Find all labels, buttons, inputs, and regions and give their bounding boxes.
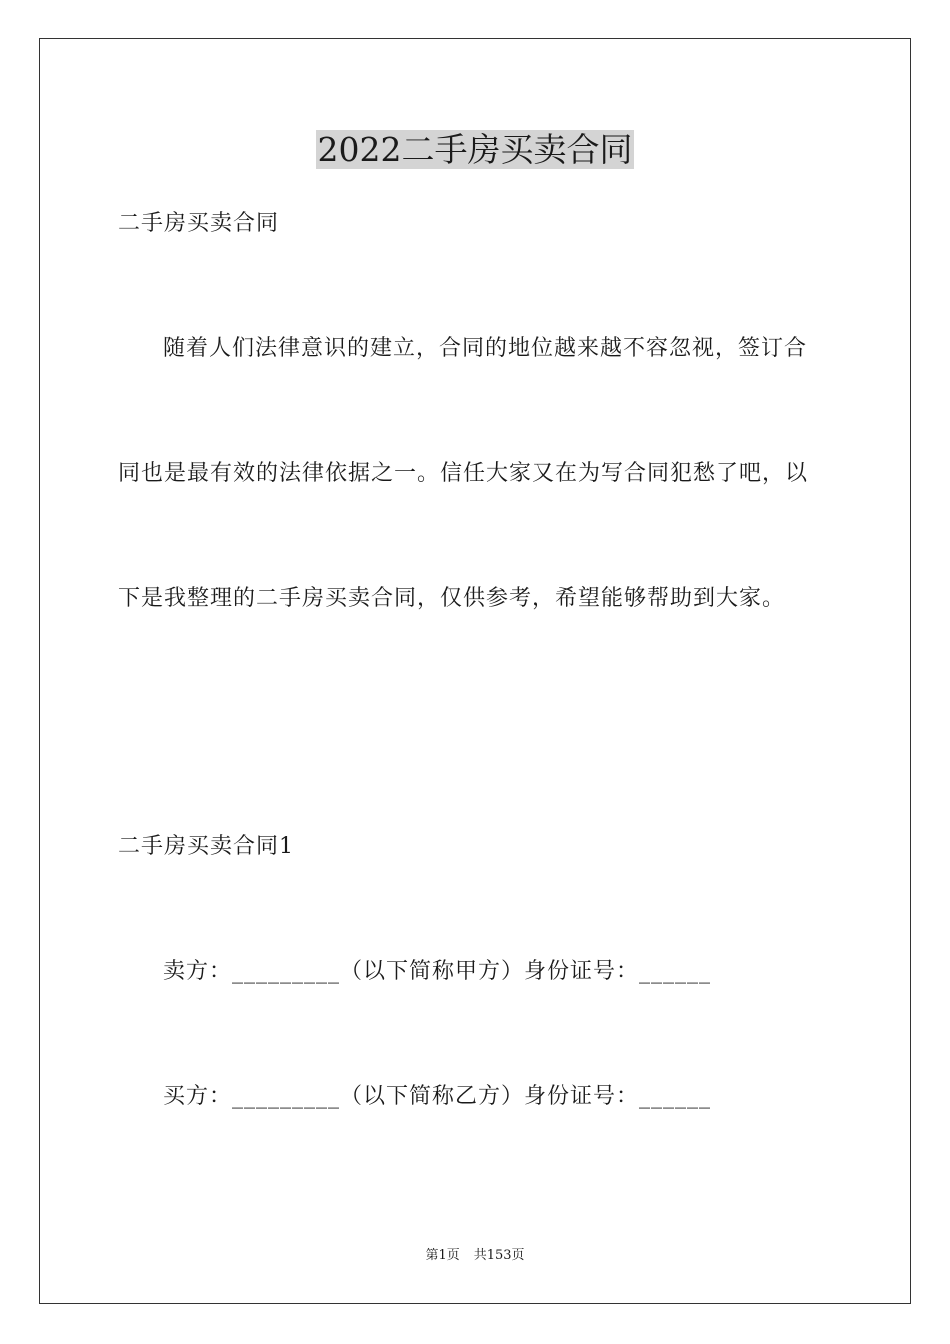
document-title-text: 2022二手房买卖合同 [317, 130, 633, 169]
page-total: 共153页 [473, 1248, 525, 1263]
intro-paragraph-line-1: 随着人们法律意识的建立，合同的地位越来越不容忽视，签订合 [163, 336, 808, 361]
document-title [0, 128, 950, 172]
intro-paragraph-line-3: 下是我整理的二手房买卖合同，仅供参考，希望能够帮助到大家。 [118, 586, 786, 611]
page-number: 第1页 [425, 1248, 460, 1263]
section-heading: 二手房买卖合同1 [118, 834, 294, 859]
page-footer [0, 1247, 950, 1265]
document-subtitle: 二手房买卖合同 [118, 211, 280, 236]
intro-paragraph-line-2: 同也是最有效的法律依据之一。信任大家又在为写合同犯愁了吧，以 [118, 461, 809, 486]
seller-line: 卖方：_________（以下简称甲方）身份证号：______ [163, 959, 712, 984]
buyer-line: 买方：_________（以下简称乙方）身份证号：______ [163, 1084, 712, 1109]
